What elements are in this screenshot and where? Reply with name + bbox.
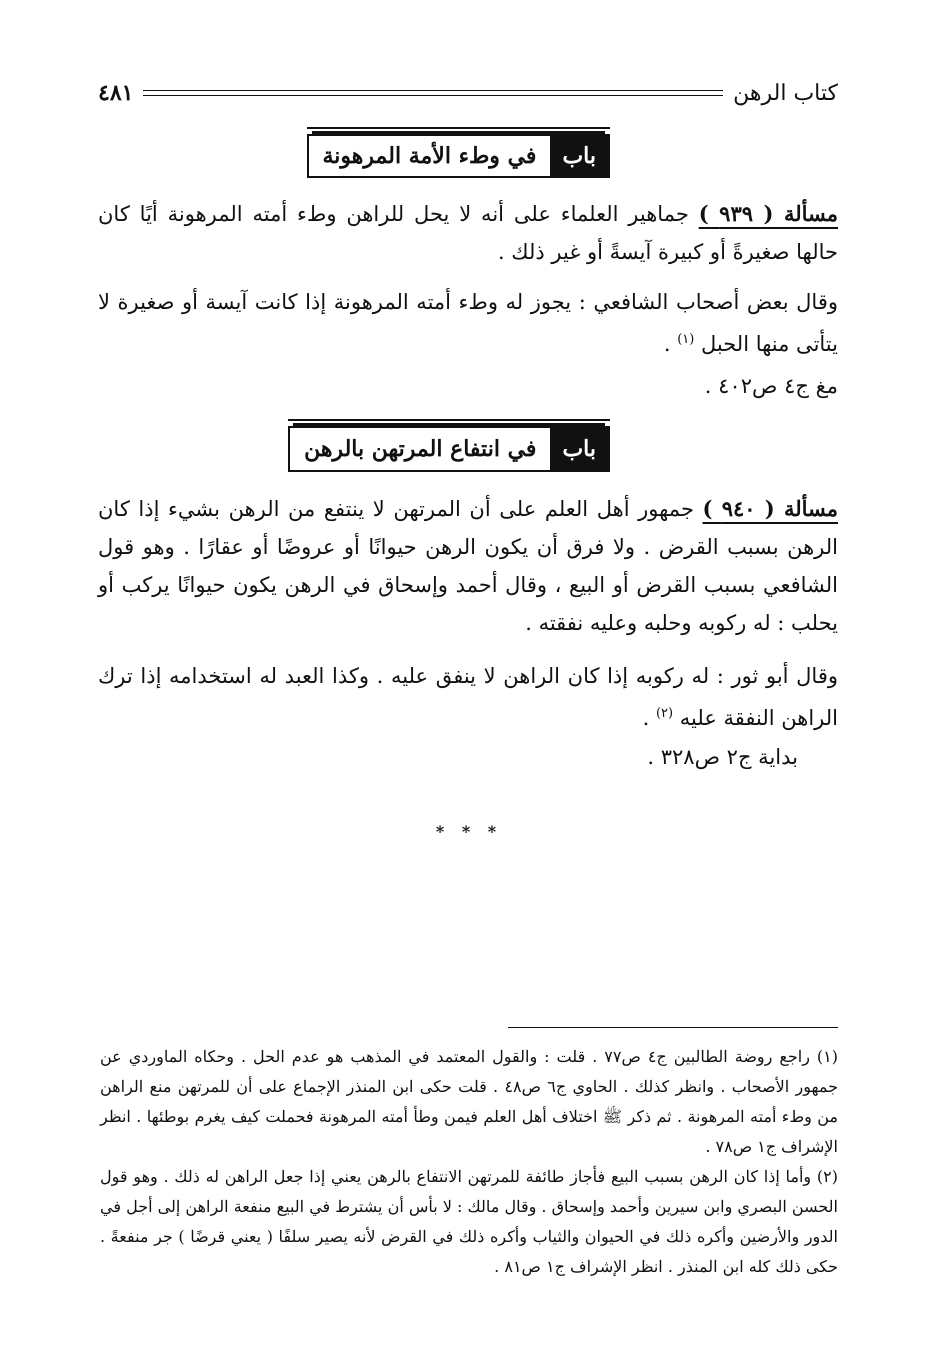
opinion-text: وقال بعض أصحاب الشافعي : يجوز له وطء أمته المرهونة إذا كانت آيسة أو صغيرة لا يتأتى منها الحبل [98,290,838,356]
opinion-text: وقال أبو ثور : له ركوبه إذا كان الراهن لا ينفق عليه . وكذا العبد له استخدامه إذا ترك الراهن النفقة عليه [98,664,838,730]
sentence-end: . [663,332,678,356]
issue-text: جمهور أهل العلم على أن المرتهن لا ينتفع من الرهن بشيء إذا كان الرهن بسبب القرض . ولا فرق أن يكون الرهن حيوانًا أو عروضًا أو عقارًا . وهو قول الشافعي بسبب القرض أو البيع ، وقال أحمد وإسحاق في الرهن يكون حيوانًا يركب أو يحلب : له ركوبه وحلبه وعليه نفقته . [98,497,838,635]
source-reference [98,738,838,776]
running-head [98,78,838,108]
section-separator: * * * [435,822,503,841]
source-text: بداية ج٢ ص٣٢٨ . [647,745,798,769]
footnote-rule [508,1027,838,1028]
chapter-heading-2 [288,426,610,472]
issue-label: مسألة ( ٩٣٩ ) [698,201,838,226]
footnote-ref-1[interactable]: (١) [677,332,695,347]
footnote-2: (٢) وأما إذا كان الرهن بسبب البيع فأجاز طائفة للمرتهن الانتفاع بالرهن يعني إذا جعل الراهن له ذلك . وهو قول الحسن البصري وابن سيرين وأحمد وإسحاق . وقال مالك : لا بأس أن يشترط في البيع منفعة الراهن إلى أجل في الدور والأرضين وأكره ذلك في الحيوان والثياب وأكره ذلك في القرض لأنه يصير سلفًا ( يعني قرضًا ) جر منفعةً . حكى ذلك كله ابن المنذر . انظر الإشراف ج١ ص٨١ . [100,1167,838,1276]
header-rule [143,90,723,96]
chapter-heading-1 [307,134,611,178]
page-number: ٤٨١ [98,80,134,106]
chapter-title: في وطء الأمة المرهونة [322,143,537,169]
opinion-paragraph [98,657,838,737]
sentence-end: . [642,706,656,730]
chapter-tag: باب [550,428,608,470]
opinion-paragraph [98,283,838,363]
footnote-1: (١) راجع روضة الطالبين ج٤ ص٧٧ . قلت : والقول المعتمد في المذهب هو عدم الحل . وحكاه الماوردي عن جمهور الأصحاب . وانظر كذلك . الحاوي ج٦ ص٤٨ . قلت حكى ابن المنذر الإجماع على أن للمرتهن منع الراهن من وطء أمته المرهونة . ثم ذكر ﷺ اختلاف أهل العلم فيمن وطأ أمته المرهونة فحملت كيف يغرم بوطئها . انظر الإشراف ج١ ص٧٨ . [100,1047,839,1156]
chapter-title: في انتفاع المرتهن بالرهن [304,436,537,462]
footnote-ref-2[interactable]: (٢) [655,706,674,721]
chapter-tag: باب [550,136,608,176]
issue-paragraph-940 [98,490,838,642]
book-title: كتاب الرهن [733,80,838,106]
issue-label: مسألة ( ٩٤٠ ) [702,496,838,521]
source-reference [98,367,838,405]
issue-text: جماهير العلماء على أنه لا يحل للراهن وطء أمته المرهونة أيًا كان حالها صغيرةً أو كبيرة آيسةً أو غير ذلك . [98,202,838,264]
issue-paragraph-939 [98,195,838,271]
source-text: مغ ج٤ ص٤٠٢ . [704,374,838,398]
